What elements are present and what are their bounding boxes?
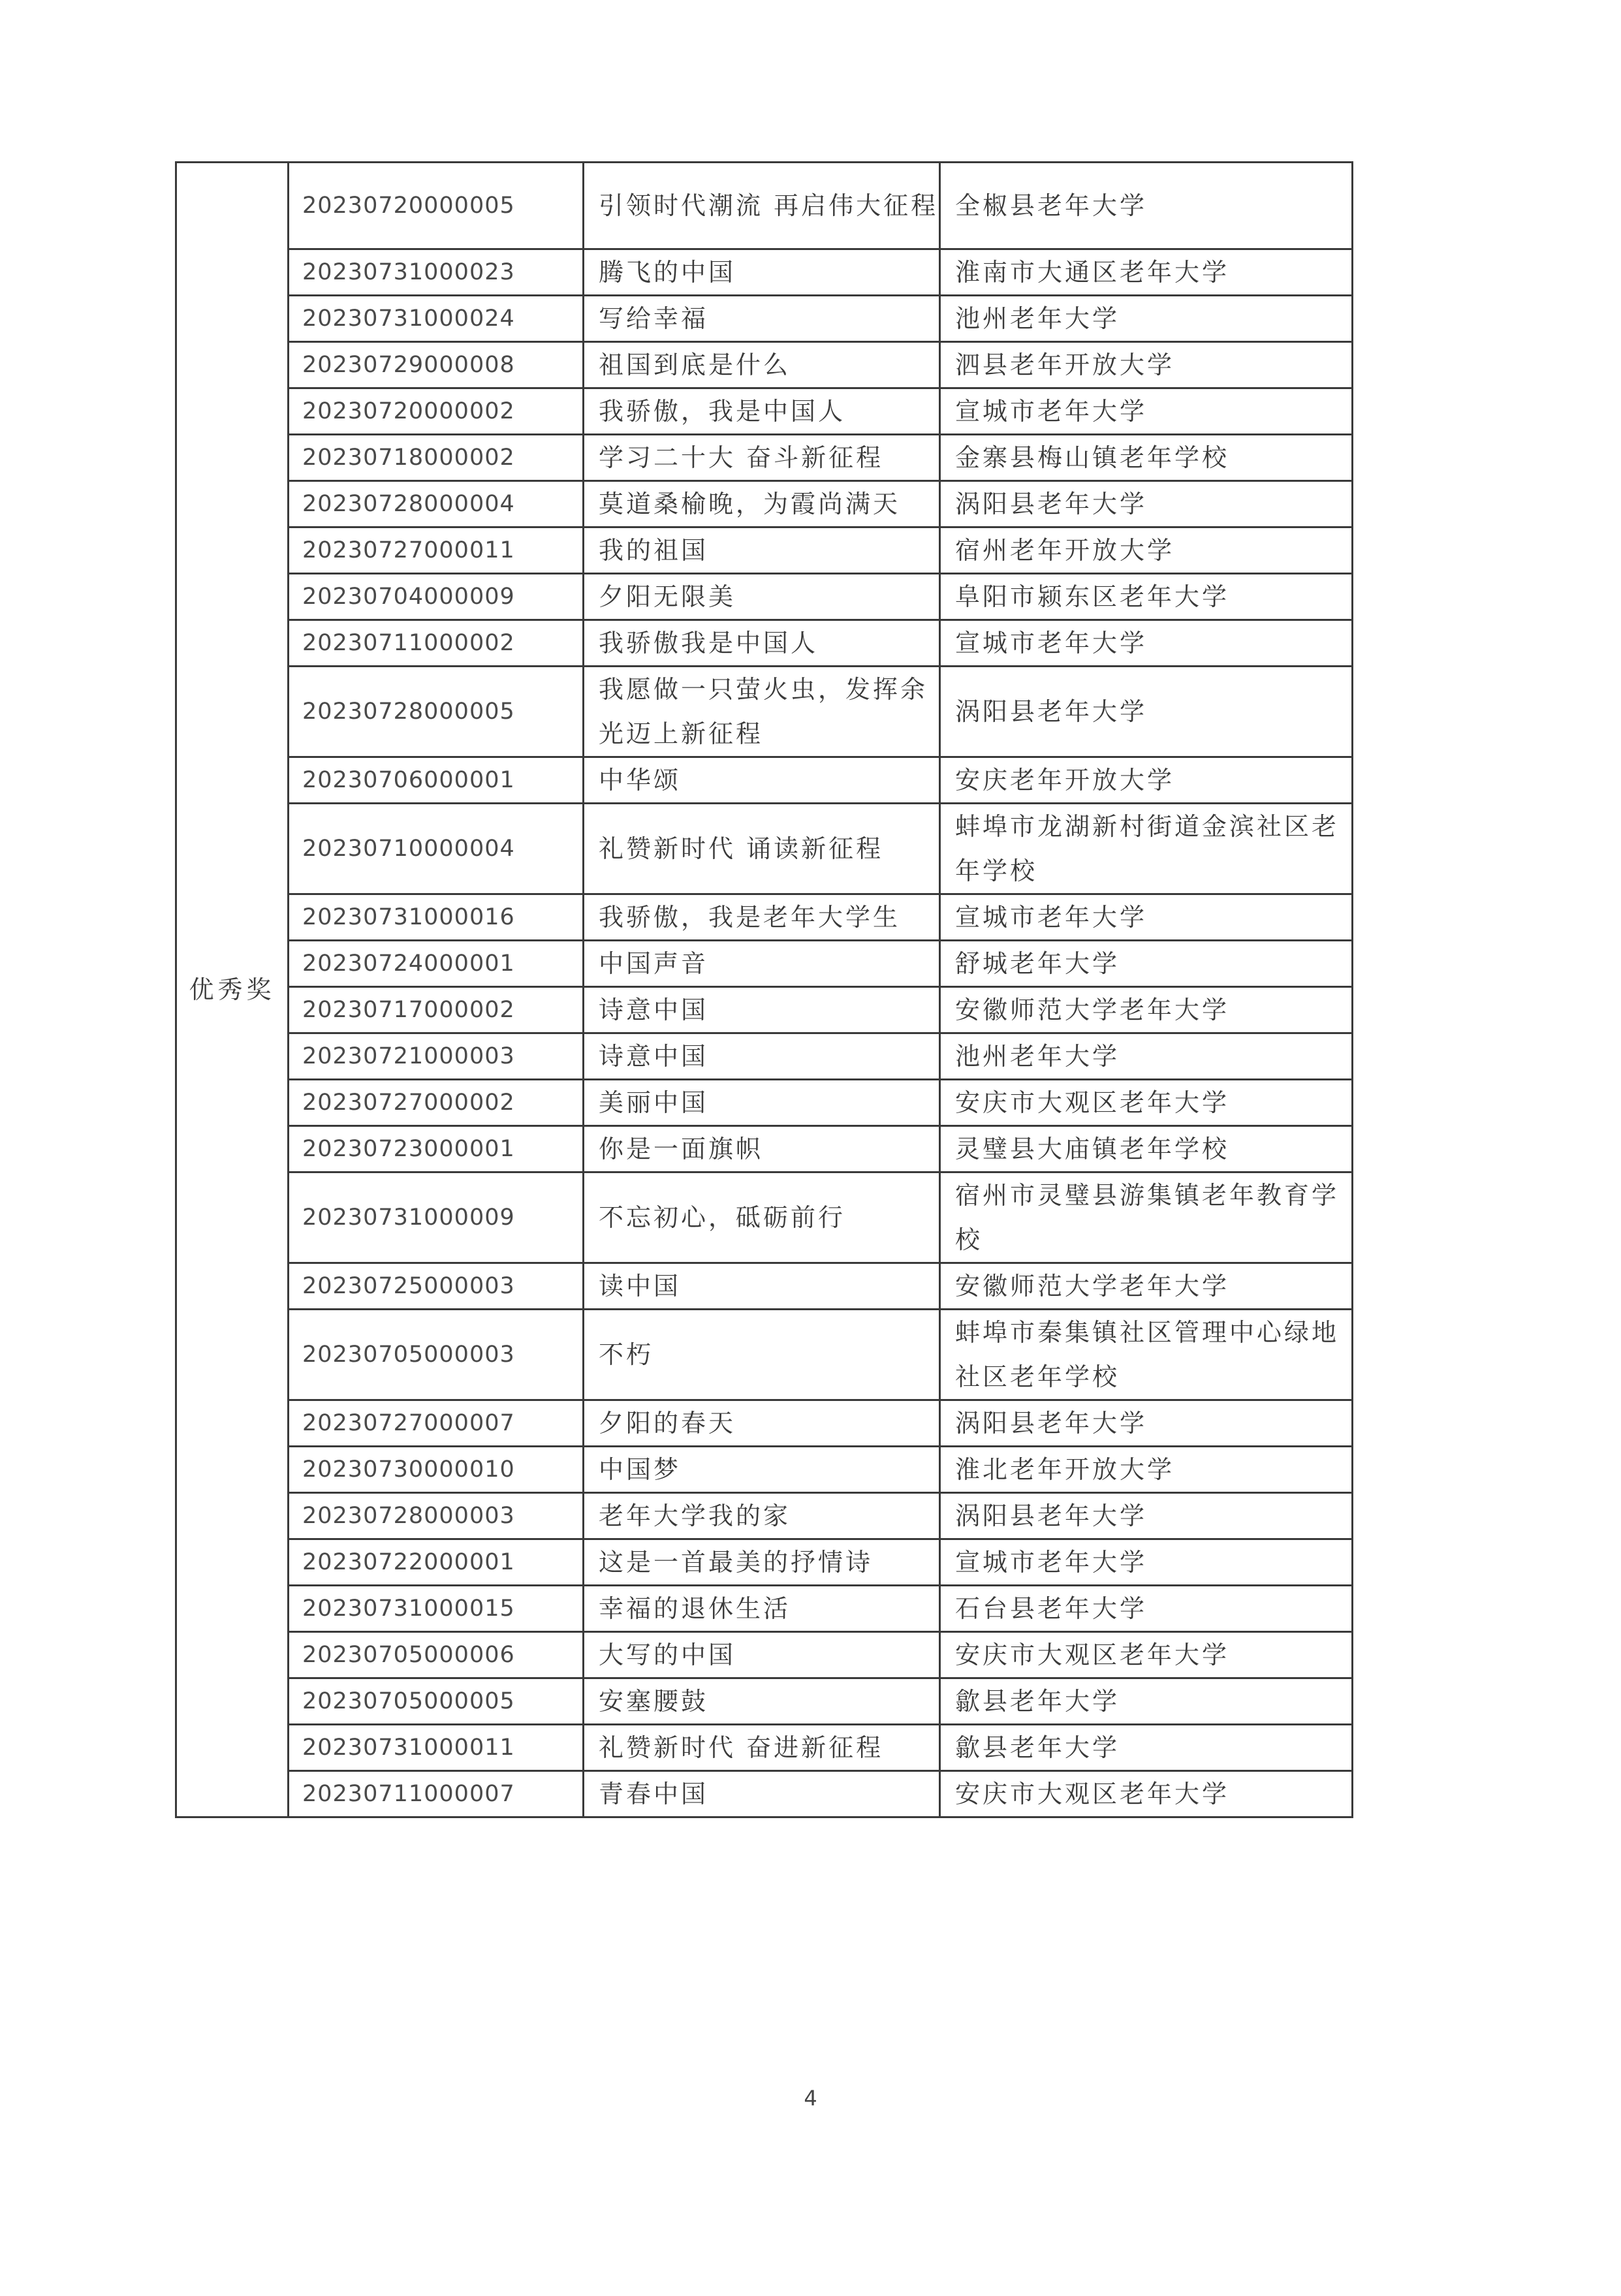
entry-org-cell: 灵璧县大庙镇老年学校	[940, 1126, 1353, 1172]
entry-title-cell: 礼赞新时代 奋进新征程	[584, 1725, 940, 1771]
entry-org-cell: 宣城市老年大学	[940, 894, 1353, 941]
entry-id-cell: 20230720000005	[289, 163, 584, 249]
table-row	[176, 1771, 1353, 1817]
entry-org-cell: 涡阳县老年大学	[940, 667, 1353, 757]
table-row	[176, 527, 1353, 574]
entry-id-cell: 20230731000016	[289, 894, 584, 941]
entry-id-cell: 20230731000011	[289, 1725, 584, 1771]
entry-title-cell: 大写的中国	[584, 1632, 940, 1678]
entry-org-cell: 宣城市老年大学	[940, 388, 1353, 435]
entry-title-cell: 中国声音	[584, 941, 940, 987]
entry-org-cell: 蚌埠市龙湖新村街道金滨社区老年学校	[940, 804, 1353, 894]
entry-org-cell: 池州老年大学	[940, 296, 1353, 342]
table-row	[176, 163, 1353, 249]
entry-title-cell: 学习二十大 奋斗新征程	[584, 435, 940, 481]
entry-org-cell: 歙县老年大学	[940, 1725, 1353, 1771]
entry-org-cell: 全椒县老年大学	[940, 163, 1353, 249]
entry-id-cell: 20230727000011	[289, 527, 584, 574]
entry-title-cell: 祖国到底是什么	[584, 342, 940, 388]
entry-title-cell: 读中国	[584, 1263, 940, 1310]
table-row	[176, 1400, 1353, 1447]
entry-org-cell: 歙县老年大学	[940, 1678, 1353, 1725]
entry-id-cell: 20230705000005	[289, 1678, 584, 1725]
entry-id-cell: 20230721000003	[289, 1033, 584, 1080]
entry-org-cell: 安庆市大观区老年大学	[940, 1080, 1353, 1126]
table-row	[176, 667, 1353, 757]
table-row	[176, 574, 1353, 620]
entry-id-cell: 20230727000007	[289, 1400, 584, 1447]
table-row	[176, 1310, 1353, 1400]
entry-org-cell: 宣城市老年大学	[940, 620, 1353, 667]
award-table	[175, 161, 1353, 1818]
entry-org-cell: 淮南市大通区老年大学	[940, 249, 1353, 296]
entry-org-cell: 涡阳县老年大学	[940, 481, 1353, 527]
entry-id-cell: 20230705000006	[289, 1632, 584, 1678]
table-row	[176, 435, 1353, 481]
entry-title-cell: 不忘初心，砥砺前行	[584, 1172, 940, 1263]
entry-id-cell: 20230724000001	[289, 941, 584, 987]
entry-id-cell: 20230730000010	[289, 1447, 584, 1493]
table-row	[176, 620, 1353, 667]
entry-title-cell: 我骄傲我是中国人	[584, 620, 940, 667]
entry-id-cell: 20230718000002	[289, 435, 584, 481]
table-row	[176, 1172, 1353, 1263]
entry-id-cell: 20230720000002	[289, 388, 584, 435]
entry-id-cell: 20230731000015	[289, 1586, 584, 1632]
table-row	[176, 804, 1353, 894]
entry-org-cell: 安徽师范大学老年大学	[940, 987, 1353, 1033]
entry-org-cell: 淮北老年开放大学	[940, 1447, 1353, 1493]
entry-title-cell: 夕阳无限美	[584, 574, 940, 620]
table-row	[176, 1586, 1353, 1632]
entry-id-cell: 20230704000009	[289, 574, 584, 620]
entry-title-cell: 写给幸福	[584, 296, 940, 342]
entry-id-cell: 20230706000001	[289, 757, 584, 804]
entry-id-cell: 20230728000004	[289, 481, 584, 527]
table-row	[176, 987, 1353, 1033]
table-row	[176, 1263, 1353, 1310]
entry-org-cell: 舒城老年大学	[940, 941, 1353, 987]
entry-id-cell: 20230731000024	[289, 296, 584, 342]
table-row	[176, 342, 1353, 388]
entry-title-cell: 我骄傲，我是老年大学生	[584, 894, 940, 941]
entry-title-cell: 幸福的退休生活	[584, 1586, 940, 1632]
entry-id-cell: 20230729000008	[289, 342, 584, 388]
table-row	[176, 757, 1353, 804]
entry-id-cell: 20230710000004	[289, 804, 584, 894]
entry-org-cell: 阜阳市颍东区老年大学	[940, 574, 1353, 620]
entry-id-cell: 20230725000003	[289, 1263, 584, 1310]
entry-title-cell: 不朽	[584, 1310, 940, 1400]
page-number: 4	[804, 2086, 817, 2111]
table-row	[176, 1632, 1353, 1678]
table-row	[176, 1493, 1353, 1539]
entry-title-cell: 这是一首最美的抒情诗	[584, 1539, 940, 1586]
entry-org-cell: 宿州老年开放大学	[940, 527, 1353, 574]
entry-title-cell: 你是一面旗帜	[584, 1126, 940, 1172]
table-row	[176, 481, 1353, 527]
entry-org-cell: 池州老年大学	[940, 1033, 1353, 1080]
entry-org-cell: 安庆老年开放大学	[940, 757, 1353, 804]
entry-title-cell: 夕阳的春天	[584, 1400, 940, 1447]
table-row	[176, 1678, 1353, 1725]
entry-org-cell: 宣城市老年大学	[940, 1539, 1353, 1586]
entry-id-cell: 20230717000002	[289, 987, 584, 1033]
table-row	[176, 894, 1353, 941]
entry-org-cell: 蚌埠市秦集镇社区管理中心绿地社区老年学校	[940, 1310, 1353, 1400]
table-row	[176, 249, 1353, 296]
table-row	[176, 1725, 1353, 1771]
table-row	[176, 1080, 1353, 1126]
entry-org-cell: 涡阳县老年大学	[940, 1400, 1353, 1447]
entry-title-cell: 美丽中国	[584, 1080, 940, 1126]
entry-title-cell: 腾飞的中国	[584, 249, 940, 296]
entry-title-cell: 我的祖国	[584, 527, 940, 574]
entry-title-cell: 中国梦	[584, 1447, 940, 1493]
table-row	[176, 1447, 1353, 1493]
entry-title-cell: 我骄傲，我是中国人	[584, 388, 940, 435]
entry-id-cell: 20230711000007	[289, 1771, 584, 1817]
entry-title-cell: 安塞腰鼓	[584, 1678, 940, 1725]
entry-id-cell: 20230723000001	[289, 1126, 584, 1172]
table-row	[176, 1539, 1353, 1586]
entry-id-cell: 20230731000023	[289, 249, 584, 296]
entry-id-cell: 20230722000001	[289, 1539, 584, 1586]
entry-id-cell: 20230727000002	[289, 1080, 584, 1126]
entry-id-cell: 20230711000002	[289, 620, 584, 667]
entry-id-cell: 20230731000009	[289, 1172, 584, 1263]
entry-title-cell: 诗意中国	[584, 1033, 940, 1080]
entry-id-cell: 20230705000003	[289, 1310, 584, 1400]
entry-org-cell: 安庆市大观区老年大学	[940, 1632, 1353, 1678]
entry-title-cell: 青春中国	[584, 1771, 940, 1817]
entry-id-cell: 20230728000003	[289, 1493, 584, 1539]
award-table-body	[176, 163, 1353, 1817]
entry-title-cell: 引领时代潮流 再启伟大征程	[584, 163, 940, 249]
entry-org-cell: 安徽师范大学老年大学	[940, 1263, 1353, 1310]
entry-id-cell: 20230728000005	[289, 667, 584, 757]
entry-org-cell: 金寨县梅山镇老年学校	[940, 435, 1353, 481]
entry-title-cell: 礼赞新时代 诵读新征程	[584, 804, 940, 894]
entry-org-cell: 泗县老年开放大学	[940, 342, 1353, 388]
table-row	[176, 1033, 1353, 1080]
entry-org-cell: 石台县老年大学	[940, 1586, 1353, 1632]
entry-title-cell: 中华颂	[584, 757, 940, 804]
table-row	[176, 296, 1353, 342]
table-row	[176, 388, 1353, 435]
award-category-cell: 优秀奖	[176, 163, 289, 1817]
entry-org-cell: 安庆市大观区老年大学	[940, 1771, 1353, 1817]
entry-org-cell: 宿州市灵璧县游集镇老年教育学校	[940, 1172, 1353, 1263]
table-row	[176, 1126, 1353, 1172]
entry-title-cell: 老年大学我的家	[584, 1493, 940, 1539]
entry-title-cell: 我愿做一只萤火虫，发挥余光迈上新征程	[584, 667, 940, 757]
entry-title-cell: 莫道桑榆晚，为霞尚满天	[584, 481, 940, 527]
entry-title-cell: 诗意中国	[584, 987, 940, 1033]
entry-org-cell: 涡阳县老年大学	[940, 1493, 1353, 1539]
table-row	[176, 941, 1353, 987]
